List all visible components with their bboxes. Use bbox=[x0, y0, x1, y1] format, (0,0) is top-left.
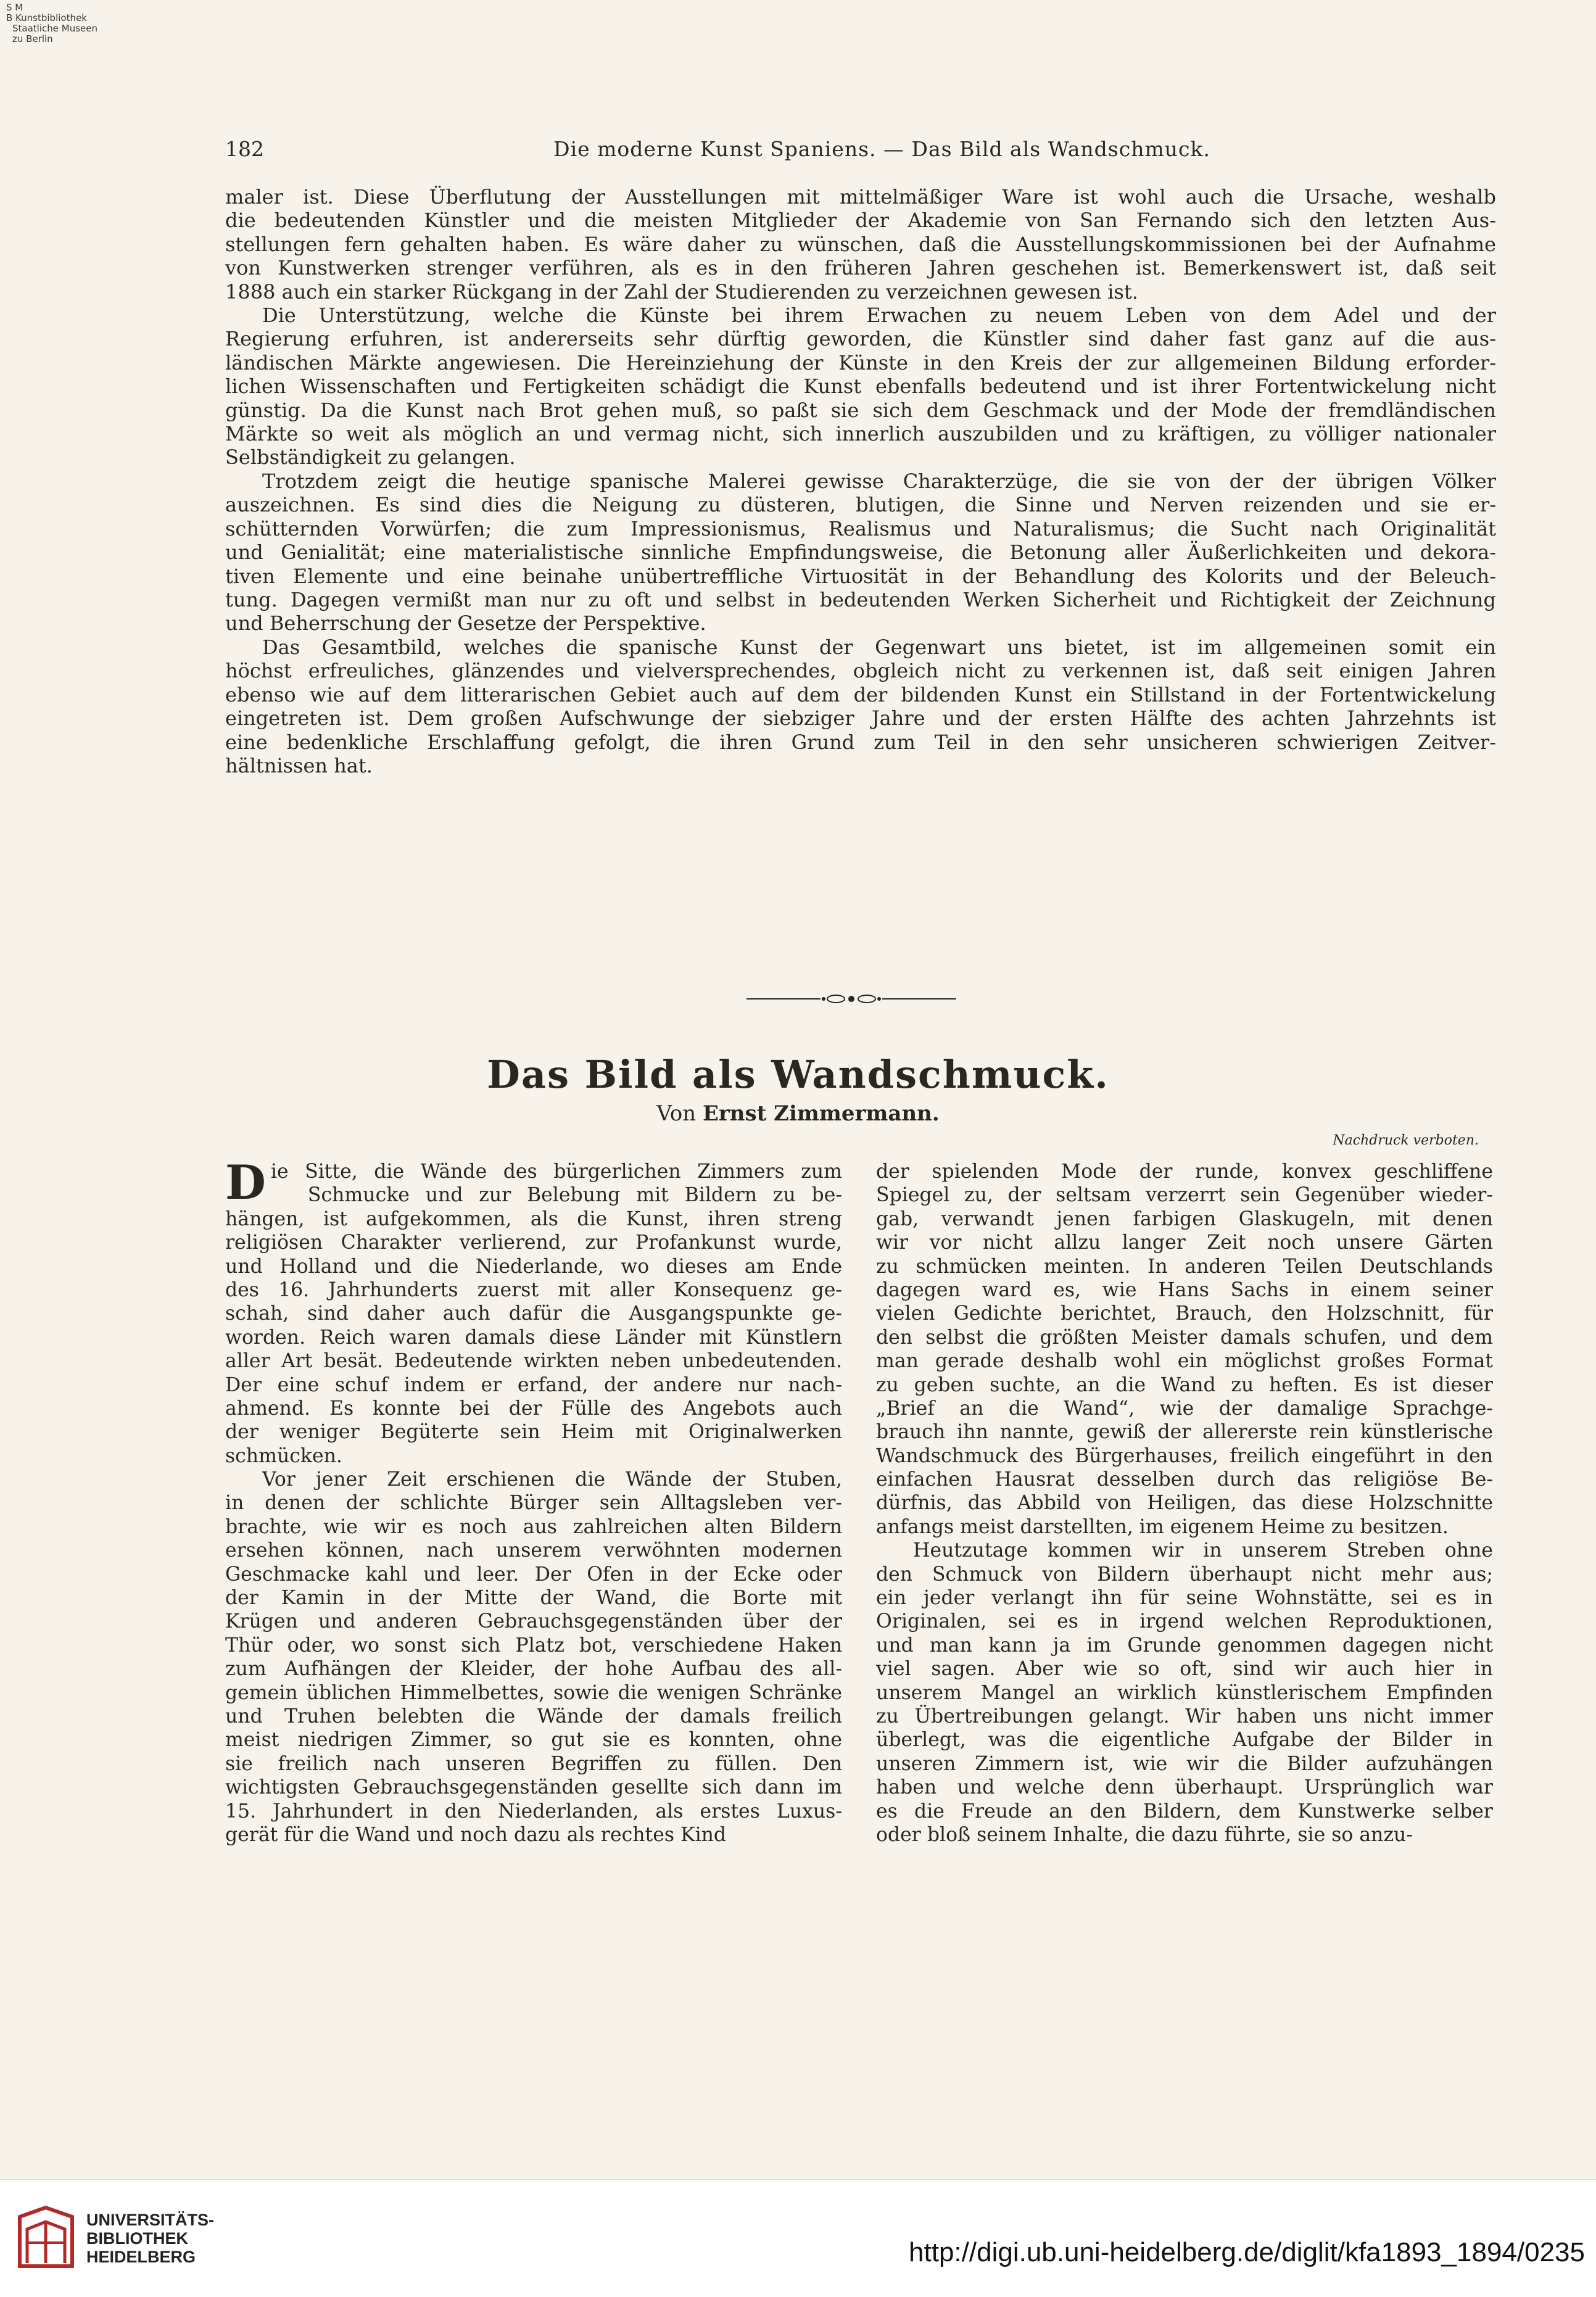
text-line: anfangs meist darstellten, im eigenem Heime zu besitzen. bbox=[876, 1515, 1449, 1538]
byline bbox=[0, 1101, 1596, 1126]
text-line: es die Freude an den Bildern, dem Kunstwerke selber bbox=[876, 1800, 1493, 1823]
text-line: man gerade deshalb wohl ein möglichst großes Format bbox=[876, 1350, 1493, 1373]
author-name: Ernst Zimmermann. bbox=[702, 1101, 940, 1126]
text-line: „Brief an die Wand“, wie der damalige Sprachge- bbox=[876, 1397, 1493, 1420]
text-line: zu schmücken meinten. In anderen Teilen Deutschlands bbox=[876, 1255, 1493, 1278]
text-line: Heutzutage kommen wir in unserem Streben ohne bbox=[913, 1539, 1493, 1562]
text-line: ein jeder verlangt ihn für seine Wohnstätte, sei es in bbox=[876, 1587, 1493, 1610]
reprint-notice: Nachdruck verboten. bbox=[1333, 1133, 1479, 1148]
text-line: maler ist. Diese Überflutung der Ausstellungen mit mittelmäßiger Ware ist wohl auch die Ursache, weshalb bbox=[225, 185, 1496, 209]
text-line: den Schmuck von Bildern überhaupt nicht mehr aus; bbox=[876, 1563, 1493, 1586]
text-line: Originalen, sei es in irgend welchen Reproduktionen, bbox=[876, 1610, 1493, 1633]
text-line: Selbständigkeit zu gelangen. bbox=[225, 445, 516, 470]
text-line: hängen, ist aufgekommen, als die Kunst, ihren streng bbox=[225, 1207, 842, 1230]
text-line: wir vor nicht allzu langer Zeit noch unsere Gärten bbox=[876, 1231, 1493, 1254]
text-line: religiösen Charakter verlierend, zur Profankunst wurde, bbox=[225, 1231, 842, 1254]
text-line: auszeichnen. Es sind dies die Neigung zu düsteren, blutigen, die Sinne und Nerven reizenden und sie er- bbox=[225, 493, 1496, 517]
right-column bbox=[876, 1160, 1493, 1847]
text-line: und Beherrschung der Gesetze der Perspektive. bbox=[225, 611, 706, 635]
stamp-line: zu Berlin bbox=[12, 33, 53, 44]
text-line: Schmucke und zur Belebung mit Bildern zu be- bbox=[307, 1184, 842, 1207]
text-line: gemein üblichen Himmelbettes, sowie die wenigen Schränke bbox=[225, 1681, 842, 1704]
text-line: haben und welche denn überhaupt. Ursprünglich war bbox=[876, 1776, 1493, 1799]
text-line: worden. Reich waren damals diese Länder mit Künstlern bbox=[225, 1326, 842, 1349]
stamp-line: S M bbox=[6, 2, 23, 13]
text-line: wichtigsten Gebrauchsgegenständen gesellte sich dann im bbox=[225, 1776, 842, 1799]
text-line: stellungen fern gehalten haben. Es wäre daher zu wünschen, daß die Ausstellungskommissionen bei der Aufnahme bbox=[225, 232, 1496, 256]
paragraph-2 bbox=[225, 304, 1496, 470]
library-name bbox=[86, 2211, 214, 2266]
text-line: Die Unterstützung, welche die Künste bei ihrem Erwachen zu neuem Leben von dem Adel und der bbox=[262, 304, 1496, 327]
text-line: die bedeutenden Künstler und die meisten Mitglieder der Akademie von San Fernando sich den letzten Aus- bbox=[225, 209, 1496, 233]
text-line: ie Sitte, die Wände des bürgerlichen Zimmers zum bbox=[270, 1161, 842, 1183]
footer-bar bbox=[0, 2179, 1596, 2297]
text-line: meist niedrigen Zimmer, so gut sie es konnten, ohne bbox=[225, 1729, 842, 1752]
text-line: Geschmacke kahl und leer. Der Ofen in der Ecke oder bbox=[225, 1563, 842, 1586]
text-line: von Kunstwerken strenger verführen, als es in den früheren Jahren geschehen ist. Bemerkenswert ist, daß seit bbox=[225, 256, 1496, 280]
text-line: unserem Mangel an wirklich künstlerischem Empfinden bbox=[876, 1681, 1493, 1704]
text-line: zu geben suchte, an die Wand zu heften. Es ist dieser bbox=[876, 1373, 1493, 1396]
text-line: gerät für die Wand und noch dazu als rechtes Kind bbox=[225, 1823, 727, 1846]
text-line: 1888 auch ein starker Rückgang in der Zahl der Studierenden zu verzeichnen gewesen ist. bbox=[225, 279, 1138, 304]
text-line: Das Gesamtbild, welches die spanische Kunst der Gegenwart uns bietet, ist im allgemeinen somit ein bbox=[262, 635, 1496, 659]
text-line: Der eine schuf indem er erfand, der andere nur nach- bbox=[225, 1373, 842, 1396]
stamp-line: B Kunstbibliothek bbox=[6, 12, 87, 23]
text-line: Thür oder, wo sonst sich Platz bot, verschiedene Haken bbox=[225, 1634, 842, 1657]
text-line: und Genialität; eine materialistische sinnliche Empfindungsweise, die Betonung aller Äußerlichkeiten und dekora- bbox=[225, 540, 1496, 565]
text-line: unseren Zimmern ist, wie wir die Bilder aufzuhängen bbox=[876, 1752, 1493, 1775]
text-line: Vor jener Zeit erschienen die Wände der Stuben, bbox=[262, 1468, 842, 1491]
drop-cap: D bbox=[225, 1155, 266, 1210]
text-line: Märkte so weit als möglich an und vermag nicht, sich innerlich auszubilden und zu kräftigen, zu völliger nationaler bbox=[225, 421, 1496, 445]
text-line: der spielenden Mode der runde, konvex geschliffene bbox=[876, 1161, 1493, 1183]
text-line: gab, verwandt jenen farbigen Glaskugeln, mit denen bbox=[876, 1207, 1493, 1230]
text-line: brachte, wie wir es noch aus zahlreichen alten Bildern bbox=[225, 1515, 842, 1538]
text-line: 15. Jahrhundert in den Niederlanden, als erstes Luxus- bbox=[225, 1800, 842, 1823]
text-line: eine bedenkliche Erschlaffung gefolgt, die ihren Grund zum Teil in den sehr unsicheren schwierigen Zeitver- bbox=[225, 730, 1496, 754]
text-line: ebenso wie auf dem litterarischen Gebiet auch auf dem der bildenden Kunst ein Stillstand in der Fortentwickelung bbox=[225, 682, 1496, 706]
text-line: Trotzdem zeigt die heutige spanische Malerei gewisse Charakterzüge, die sie von der der übrigen Völker bbox=[262, 470, 1496, 493]
text-line: Wandschmuck des Bürgerhauses, freilich eingeführt in den bbox=[876, 1444, 1493, 1467]
text-line: brauch ihn nannte, gewiß der allererste rein künstlerische bbox=[876, 1421, 1493, 1444]
paragraph-1 bbox=[225, 185, 1496, 304]
text-line: ersehen können, nach unserem verwöhnten modernen bbox=[225, 1539, 842, 1562]
text-line: und Holland und die Niederlande, wo dieses am Ende bbox=[225, 1255, 842, 1278]
text-line: Krügen und anderen Gebrauchsgegenständen über der bbox=[225, 1610, 842, 1633]
left-column bbox=[225, 1155, 842, 1847]
text-line: dagegen ward es, wie Hans Sachs in einem seiner bbox=[876, 1278, 1493, 1301]
text-line: oder bloß seinem Inhalte, die dazu führte, sie so anzu- bbox=[876, 1823, 1413, 1846]
library-stamp bbox=[6, 2, 97, 44]
paragraph-4 bbox=[225, 635, 1496, 777]
paragraph-3 bbox=[225, 470, 1496, 635]
text-line: günstig. Da die Kunst nach Brot gehen muß, so paßt sie sich dem Geschmack und der Mode der fremdländischen bbox=[225, 398, 1496, 422]
text-line: ländischen Märkte angewiesen. Die Hereinziehung der Künste in den Kreis der zur allgemeinen Bildung erforder- bbox=[225, 350, 1496, 375]
text-line: der Kamin in der Mitte der Wand, die Borte mit bbox=[225, 1587, 842, 1610]
text-line: und Truhen belebten die Wände der damals freilich bbox=[225, 1705, 842, 1728]
text-line: schah, sind daher auch dafür die Ausgangspunkte ge- bbox=[225, 1302, 842, 1325]
text-line: tung. Dagegen vermißt man nur zu oft und selbst in bedeutenden Werken Sicherheit und Richtigkeit der Zeichnung bbox=[225, 587, 1496, 611]
library-name-line: UNIVERSITÄTS- bbox=[86, 2211, 215, 2229]
library-name-line: HEIDELBERG bbox=[86, 2248, 196, 2266]
text-line: des 16. Jahrhunderts zuerst mit aller Konsequenz ge- bbox=[225, 1278, 842, 1301]
text-line: aller Art besät. Bedeutende wirkten neben unbedeutenden. bbox=[225, 1350, 842, 1373]
text-line: zu Übertreibungen gelangt. Wir haben uns nicht immer bbox=[876, 1705, 1493, 1728]
text-line: in denen der schlichte Bürger sein Alltagsleben ver- bbox=[225, 1492, 842, 1515]
text-line: viel sagen. Aber wie so oft, sind wir auch hier in bbox=[876, 1658, 1493, 1681]
text-line: dürfnis, das Abbild von Heiligen, das diese Holzschnitte bbox=[876, 1492, 1493, 1515]
text-line: eingetreten ist. Dem großen Aufschwunge der siebziger Jahre und der ersten Hälfte des achten Jahrzehnts ist bbox=[225, 706, 1496, 730]
ornament-divider bbox=[746, 992, 956, 1006]
text-line: einfachen Hausrat desselben durch das religiöse Be- bbox=[876, 1468, 1493, 1491]
text-line: Regierung erfuhren, ist andererseits sehr dürftig geworden, die Künstler sind daher fast ganz auf die aus- bbox=[225, 327, 1496, 351]
text-line: überlegt, was die eigentliche Aufgabe der Bilder in bbox=[876, 1729, 1493, 1752]
source-url-link[interactable]: http://digi.ub.uni-heidelberg.de/diglit/kfa1893_1894/0235 bbox=[909, 2237, 1585, 2267]
running-header bbox=[225, 137, 1210, 162]
text-line: schütternden Vorwürfen; die zum Impressionismus, Realismus und Naturalismus; die Sucht nach Originalität bbox=[225, 516, 1496, 540]
text-line: vielen Gedichte berichtet, Brauch, den Holzschnitt, für bbox=[876, 1302, 1493, 1325]
page-number: 182 bbox=[225, 137, 264, 161]
text-line: schmücken. bbox=[225, 1444, 342, 1467]
text-line: der weniger Begüterte sein Heim mit Originalwerken bbox=[225, 1421, 842, 1444]
text-line: lichen Wissenschaften und Fertigkeiten schädigt die Kunst ebenfalls bedeutend und ist ihrer Fortentwickelung nicht bbox=[225, 375, 1496, 399]
library-name-line: BIBLIOTHEK bbox=[86, 2229, 188, 2248]
text-line: tiven Elemente und eine beinahe unübertreffliche Virtuosität in der Behandlung des Kolorits und der Beleuch- bbox=[225, 564, 1496, 588]
text-line: sie freilich nach unseren Begriffen zu füllen. Den bbox=[225, 1752, 842, 1775]
text-line: zum Aufhängen der Kleider, der hohe Aufbau des all- bbox=[225, 1658, 842, 1681]
text-line: Spiegel zu, der seltsam verzerrt sein Gegenüber wieder- bbox=[876, 1184, 1493, 1207]
text-line: hältnissen hat. bbox=[225, 753, 373, 777]
text-line: höchst erfreuliches, glänzendes und vielversprechendes, obgleich nicht zu verkennen ist, daß seit einigen Jahren bbox=[225, 659, 1496, 683]
article-title: Das Bild als Wandschmuck. bbox=[487, 1052, 1109, 1097]
heidelberg-library-logo-icon bbox=[14, 2204, 78, 2272]
byline-prefix: Von bbox=[656, 1101, 697, 1126]
running-title: Die moderne Kunst Spaniens. — Das Bild als Wandschmuck. bbox=[553, 137, 1210, 161]
text-line: den selbst die größten Meister damals schufen, und dem bbox=[876, 1326, 1493, 1349]
text-line: und man kann ja im Grunde genommen dagegen nicht bbox=[876, 1634, 1493, 1657]
text-line: ahmend. Es konnte bei der Fülle des Angebots auch bbox=[225, 1397, 842, 1420]
stamp-line: Staatliche Museen bbox=[12, 23, 97, 34]
